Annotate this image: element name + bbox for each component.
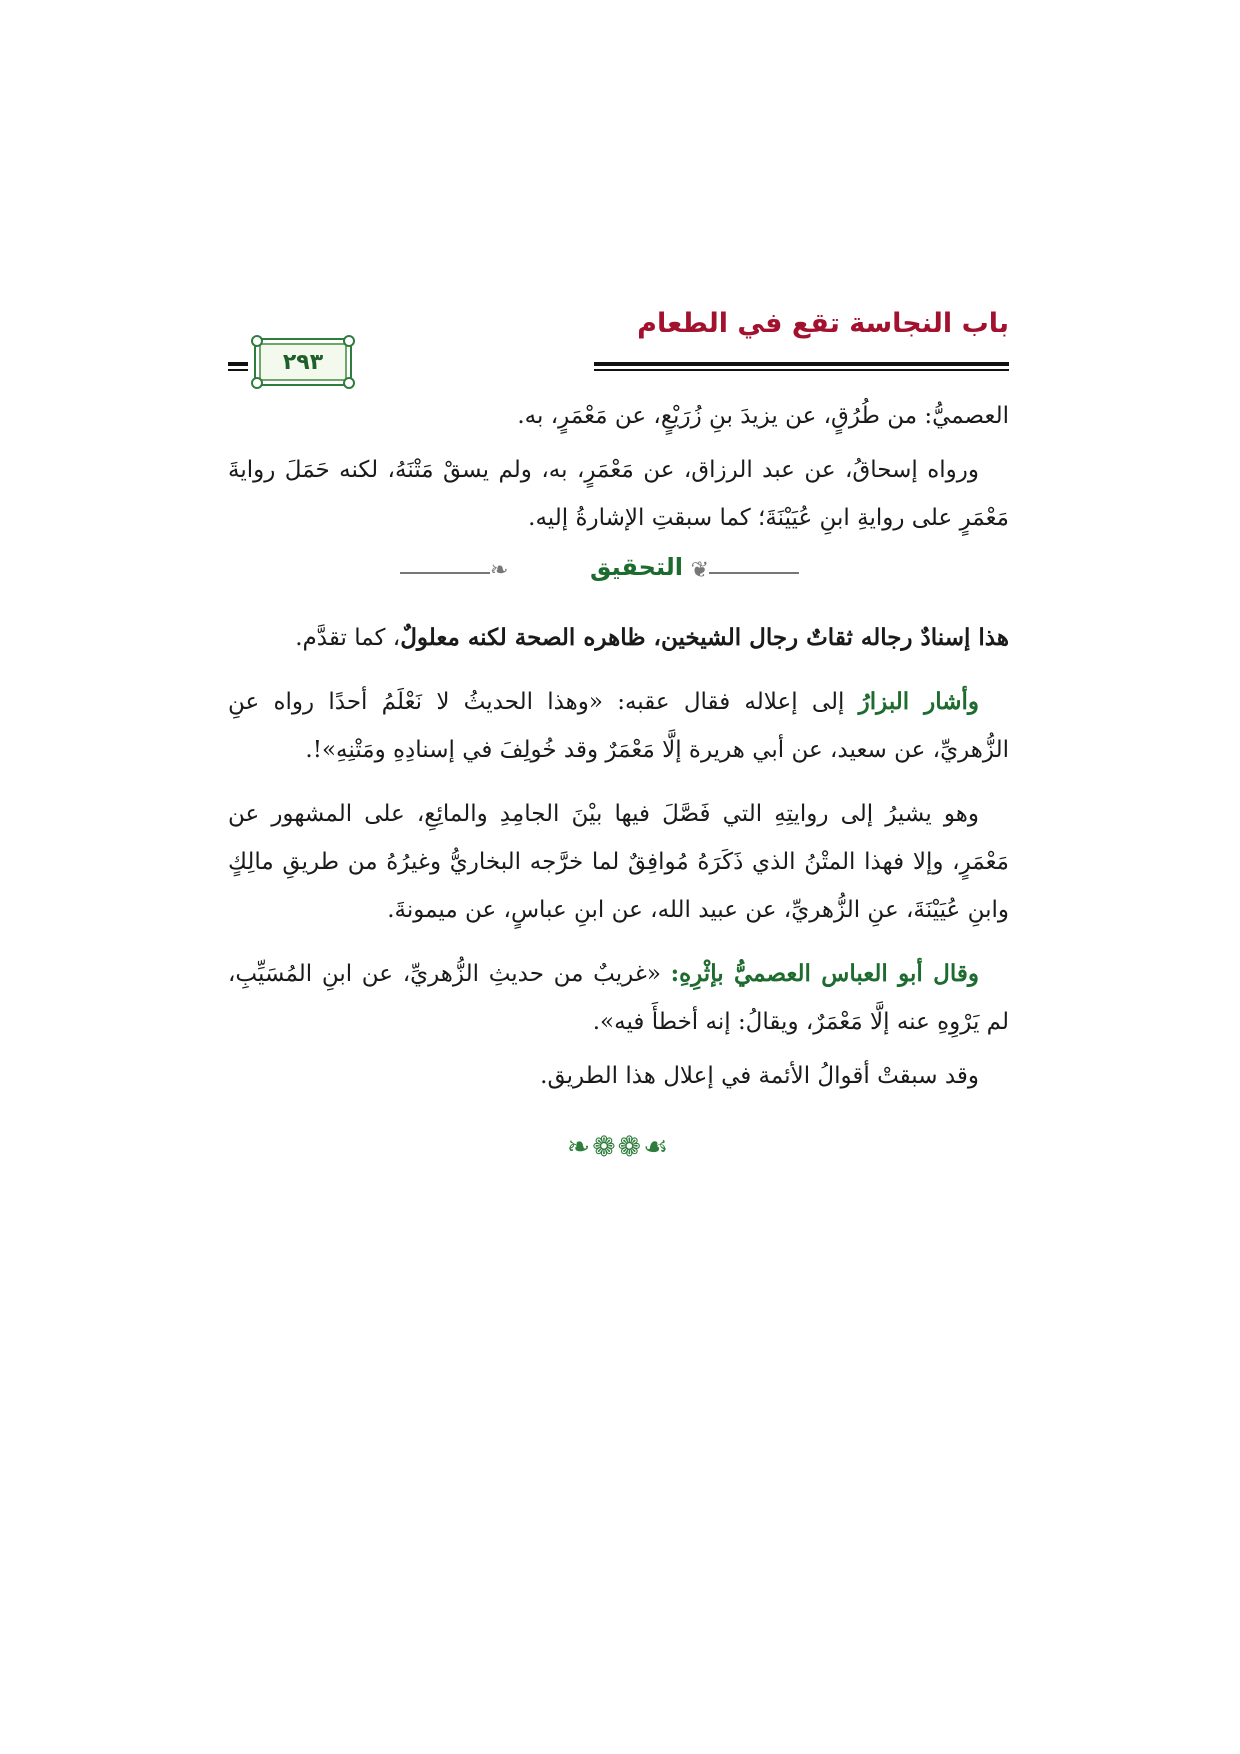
divider-line-left — [400, 572, 490, 574]
paragraph-1: العصميُّ: من طُرُقٍ، عن يزيدَ بنِ زُرَيْعٍ، عن مَعْمَرٍ، به. — [517, 403, 1009, 429]
badge-corner-icon — [251, 335, 263, 347]
floral-flourish-icon: ❧ — [490, 558, 509, 583]
header-rule-right — [594, 362, 1009, 372]
page-number: ٢٩٣ — [282, 349, 324, 375]
paragraph-bazzar — [228, 678, 1009, 774]
floral-end-ornament-icon: ❧❁❁☙ — [566, 1130, 671, 1163]
asami-name: وقال أبو العباس العصميُّ بإثْرِهِ: — [670, 960, 979, 987]
header-rule-left — [228, 362, 248, 372]
paragraph-asami — [228, 950, 1009, 1046]
bazzar-quote: إلى إعلاله فقال عقبه: «وهذا الحديثُ لا نَعْلَمُ أحدًا رواه عنِ الزُّهريِّ، عن سعيد، عن أبي هريرة إلَّا مَعْمَرٌ وقد خُولِفَ في إسنادِهِ ومَتْنِهِ»!. — [228, 689, 1009, 763]
paragraph-closing: وقد سبقتْ أقوالُ الأئمة في إعلال هذا الطريق. — [540, 1063, 979, 1089]
paragraph-explanation: وهو يشيرُ إلى روايتِهِ التي فَصَّلَ فيها بيْنَ الجامِدِ والمائِعِ، على المشهور عن مَعْمَرٍ، وإلا فهذا المتْنُ الذي ذَكَرَهُ مُوافِقٌ لما خرَّجه البخاريُّ وغيرُهُ من طريقِ مالِكٍ وابنِ عُيَيْنَةَ، عنِ الزُّهريِّ، عن عبيد الله، عن ابنِ عباسٍ، عن ميمونةَ. — [228, 801, 1009, 923]
section-title: التحقيق — [589, 553, 683, 581]
paragraph-verdict — [228, 614, 1009, 662]
bazzar-name: وأشار البزارُ — [858, 688, 979, 715]
asami-quote: «غريبٌ من حديثِ الزُّهريِّ، عن ابنِ المُسَيِّبِ، لم يَرْوِهِ عنه إلَّا مَعْمَرٌ، ويقالُ: إنه أخطأَ فيه». — [228, 961, 1009, 1035]
verdict-bold-text: هذا إسنادٌ رجاله ثقاتٌ رجال الشيخين، ظاهره الصحة لكنه معلولٌ — [400, 624, 1009, 651]
page-header — [228, 300, 1009, 392]
divider-line-right — [709, 572, 799, 574]
badge-corner-icon — [343, 377, 355, 389]
floral-flourish-icon: ❦ — [690, 558, 709, 583]
badge-corner-icon — [343, 335, 355, 347]
section-divider — [228, 548, 1009, 592]
chapter-title: باب النجاسة تقع في الطعام — [637, 308, 1009, 339]
verdict-rest-text: ، كما تقدَّم. — [295, 625, 401, 651]
paragraph-2: ورواه إسحاقُ، عن عبد الرزاق، عن مَعْمَرٍ، به، ولم يسقْ مَتْنَهُ، لكنه حَمَلَ روايةَ مَعْمَرٍ على روايةِ ابنِ عُيَيْنَةَ؛ كما سبقتِ الإشارةُ إليه. — [228, 457, 1009, 531]
book-page — [228, 300, 1009, 1163]
page-number-badge — [254, 338, 352, 386]
badge-corner-icon — [251, 377, 263, 389]
